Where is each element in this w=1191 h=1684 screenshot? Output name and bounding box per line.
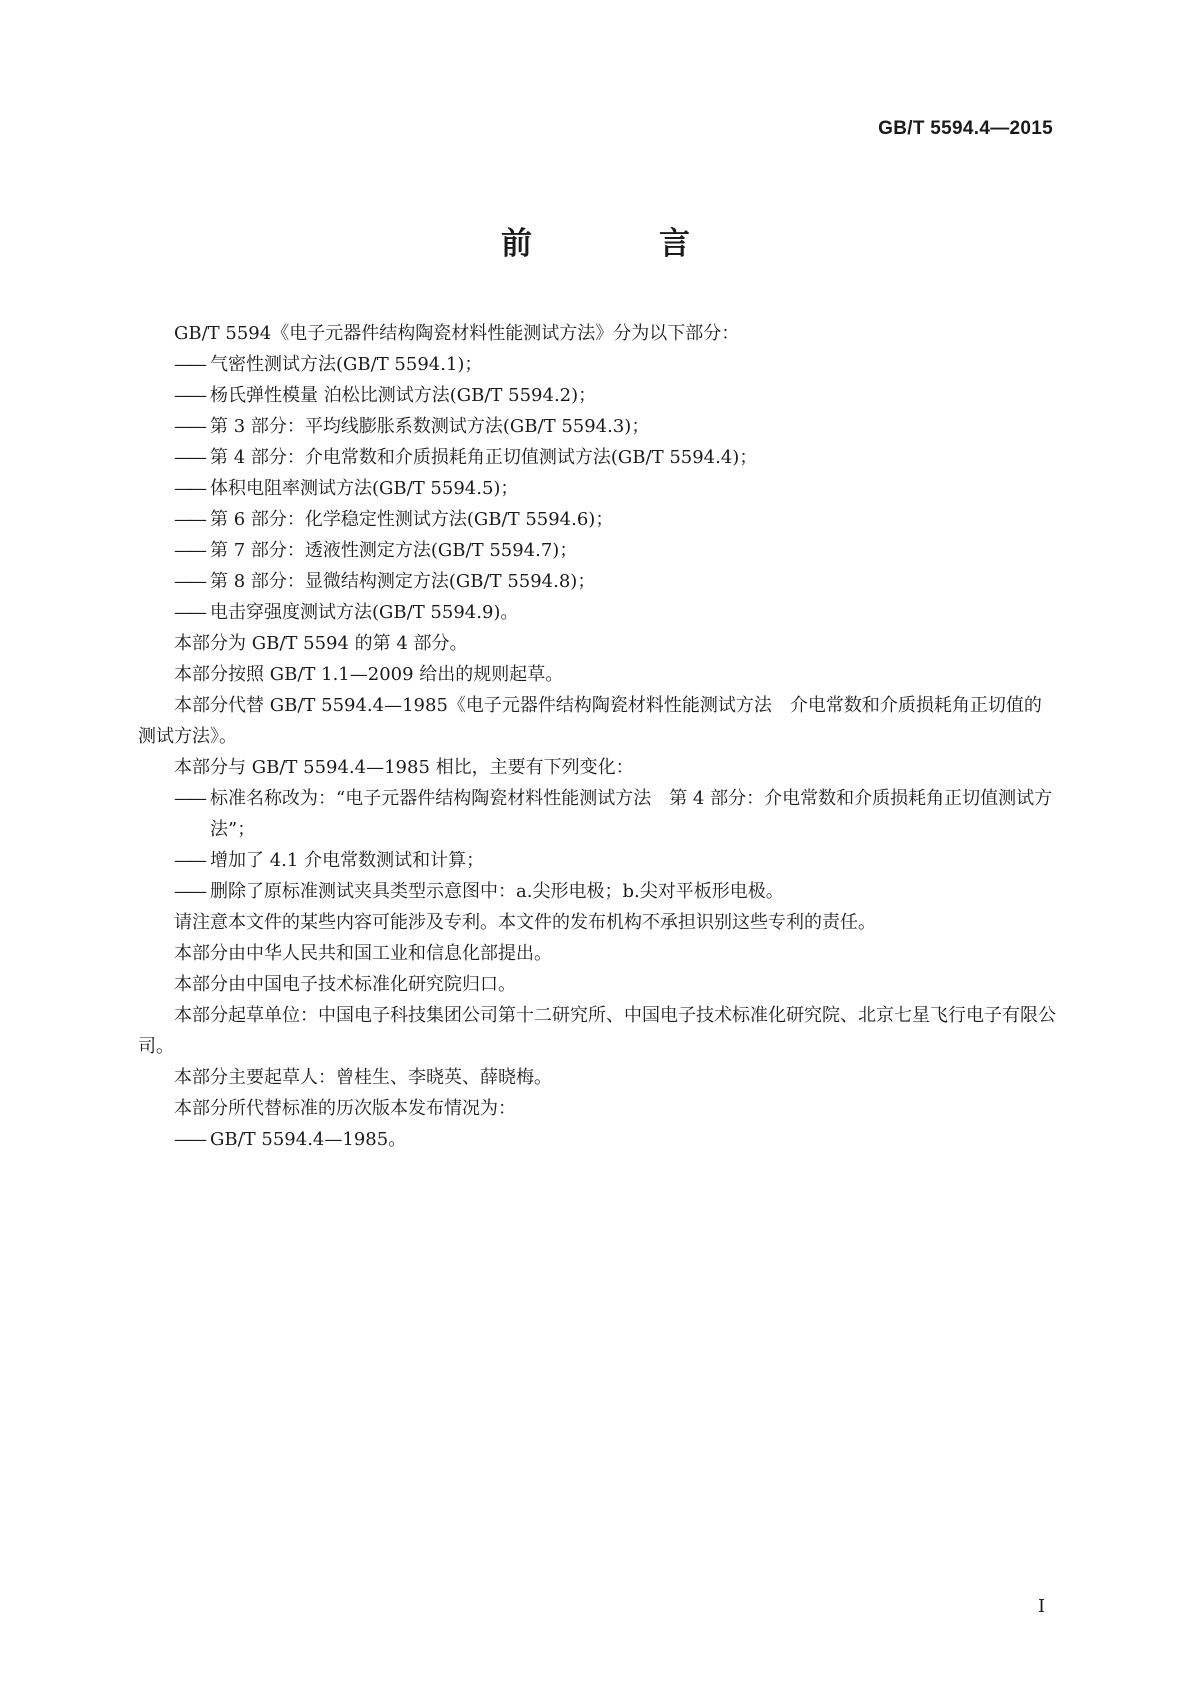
replaces-paragraph: 本部分代替 GB/T 5594.4—1985《电子元器件结构陶瓷材料性能测试方法 介电常数和介质损耗角正切值的测试方法》。 <box>138 695 1042 747</box>
page-title: 前 言 <box>501 226 738 262</box>
part-list-item <box>138 442 1058 473</box>
dash-marker: —— <box>174 881 204 902</box>
part-list-item <box>138 504 1058 535</box>
part-list-item <box>138 473 1058 504</box>
standard-code: GB/T 5594.4—2015 <box>878 118 1053 139</box>
change-text: 标准名称改为：“电子元器件结构陶瓷材料性能测试方法 第 4 部分：介电常数和介质损耗角正切值测试方法”； <box>210 788 1053 840</box>
part-of-paragraph: 本部分为 GB/T 5594 的第 4 部分。 <box>174 633 468 654</box>
dash-marker: —— <box>174 385 204 406</box>
change-text: 增加了 4.1 介电常数测试和计算； <box>210 850 485 871</box>
dash-marker: —— <box>174 602 204 623</box>
part-list-item <box>138 380 1058 411</box>
change-list-item <box>138 783 1058 845</box>
intro-paragraph: GB/T 5594《电子元器件结构陶瓷材料性能测试方法》分为以下部分： <box>174 323 740 344</box>
part-text: 第 7 部分：透液性测定方法(GB/T 5594.7)； <box>210 540 578 561</box>
drafting-units-paragraph: 本部分起草单位：中国电子科技集团公司第十二研究所、中国电子技术标准化研究院、北京七星飞行电子有限公司。 <box>138 1005 1056 1057</box>
history-intro-paragraph: 本部分所代替标准的历次版本发布情况为： <box>174 1098 516 1119</box>
part-text: 第 8 部分：显微结构测定方法(GB/T 5594.8)； <box>210 571 596 592</box>
drafting-rules-paragraph: 本部分按照 GB/T 1.1—2009 给出的规则起草。 <box>174 664 564 685</box>
part-text: 杨氏弹性模量 泊松比测试方法(GB/T 5594.2)； <box>210 385 597 406</box>
patent-notice-paragraph: 请注意本文件的某些内容可能涉及专利。本文件的发布机构不承担识别这些专利的责任。 <box>174 912 876 933</box>
dash-marker: —— <box>174 788 204 809</box>
part-list-item <box>138 597 1058 628</box>
dash-marker: —— <box>174 416 204 437</box>
dash-marker: —— <box>174 354 204 375</box>
dash-marker: —— <box>174 540 204 561</box>
part-text: 第 3 部分：平均线膨胀系数测试方法(GB/T 5594.3)； <box>210 416 650 437</box>
proposed-by-paragraph: 本部分由中华人民共和国工业和信息化部提出。 <box>174 943 552 964</box>
change-list-item <box>138 876 1058 907</box>
changes-intro-paragraph: 本部分与 GB/T 5594.4—1985 相比，主要有下列变化： <box>174 757 634 778</box>
part-text: 电击穿强度测试方法(GB/T 5594.9)。 <box>210 602 519 623</box>
page-number: I <box>1038 1596 1046 1617</box>
drafters-paragraph: 本部分主要起草人：曾桂生、李晓英、薛晓梅。 <box>174 1067 552 1088</box>
change-list-item <box>138 845 1058 876</box>
part-list-item <box>138 349 1058 380</box>
foreword-body <box>138 318 1058 1155</box>
part-text: 体积电阻率测试方法(GB/T 5594.5)； <box>210 478 519 499</box>
centralized-by-paragraph: 本部分由中国电子技术标准化研究院归口。 <box>174 974 516 995</box>
change-text: 删除了原标准测试夹具类型示意图中：a.尖形电极；b.尖对平板形电极。 <box>210 881 784 902</box>
part-list-item <box>138 566 1058 597</box>
dash-marker: —— <box>174 447 204 468</box>
part-list-item <box>138 411 1058 442</box>
dash-marker: —— <box>174 850 204 871</box>
part-text: 第 4 部分：介电常数和介质损耗角正切值测试方法(GB/T 5594.4)； <box>210 447 758 468</box>
history-text: GB/T 5594.4—1985。 <box>210 1129 407 1150</box>
dash-marker: —— <box>174 1129 204 1150</box>
part-text: 第 6 部分：化学稳定性测试方法(GB/T 5594.6)； <box>210 509 614 530</box>
part-text: 气密性测试方法(GB/T 5594.1)； <box>210 354 483 375</box>
dash-marker: —— <box>174 509 204 530</box>
dash-marker: —— <box>174 571 204 592</box>
history-list-item <box>138 1124 1058 1155</box>
part-list-item <box>138 535 1058 566</box>
dash-marker: —— <box>174 478 204 499</box>
